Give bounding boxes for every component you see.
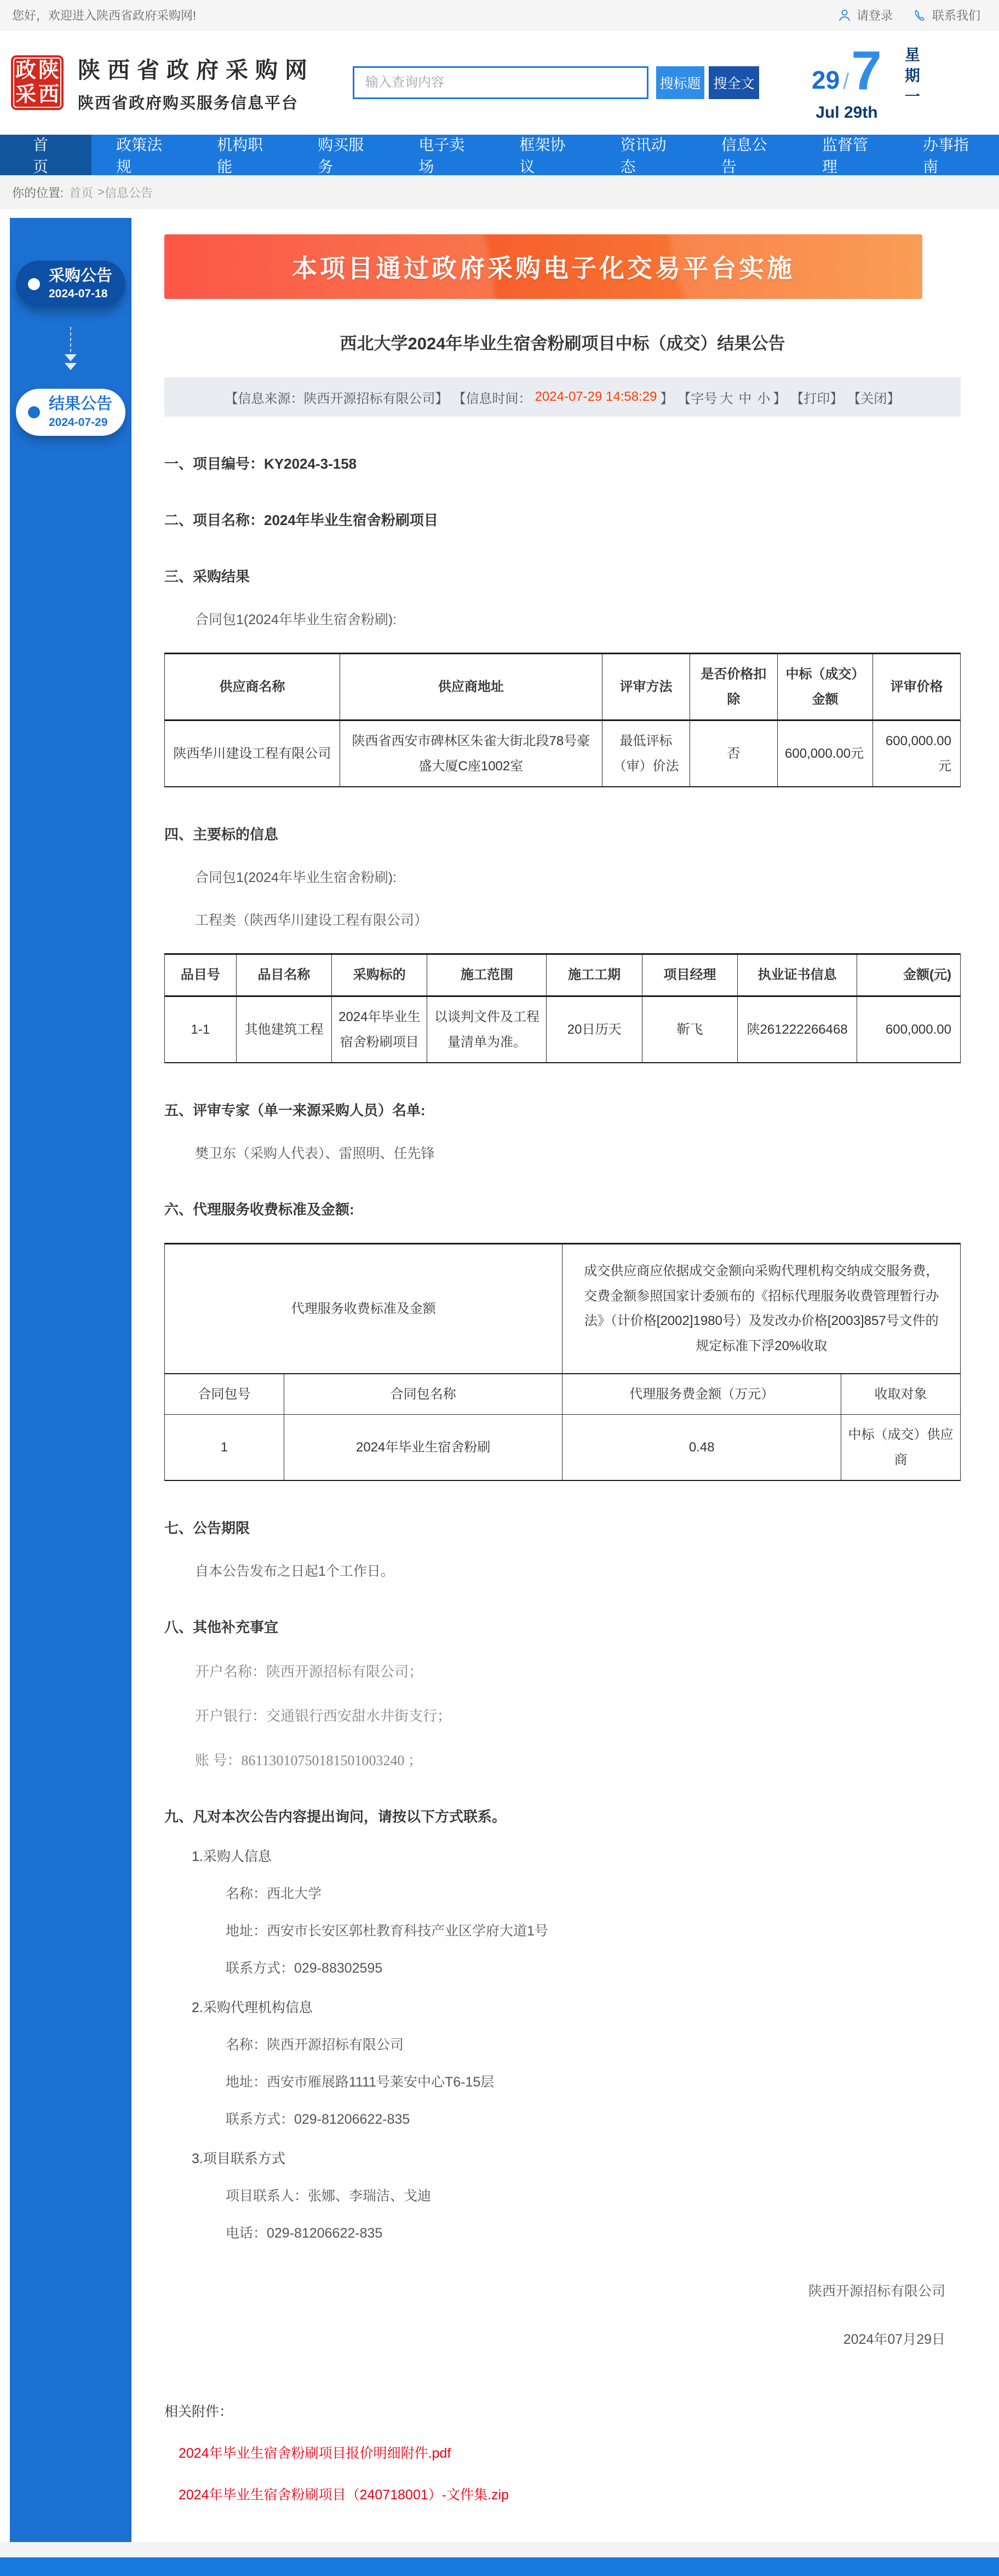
section-procurement-result: 三、采购结果 xyxy=(164,568,250,585)
attachment-pdf-link[interactable]: 2024年毕业生宿舍粉刷项目报价明细附件.pdf xyxy=(179,2446,451,2462)
nav-item-framework[interactable]: 框架协议 xyxy=(519,136,566,175)
timeline-dot xyxy=(28,406,40,418)
purchaser-name: 名称：西北大学 xyxy=(226,1886,322,1902)
section-experts: 五、评审专家（单一来源采购人员）名单: xyxy=(164,1102,426,1119)
agency-address: 地址：西安市雁展路1111号莱安中心T6-15层 xyxy=(226,2074,495,2090)
timeline-dot xyxy=(28,278,40,290)
contract-package-intro: 合同包1(2024年毕业生宿舍粉刷): xyxy=(195,612,397,627)
footer-gray-strip xyxy=(0,2542,999,2557)
project-contact-head: 3.项目联系方式 xyxy=(192,2151,285,2167)
breadcrumb-home-link[interactable]: 首页 xyxy=(69,186,94,200)
print-button[interactable]: 【打印】 xyxy=(790,391,843,406)
purchaser-phone: 联系方式：029-88302595 xyxy=(226,1961,383,1976)
table-header-row: 合同包号 合同包名称 代理服务费金额（万元） 收取对象 xyxy=(165,1374,961,1415)
login-link[interactable]: 请登录 xyxy=(838,7,893,24)
search-fulltext-button[interactable]: 搜全文 xyxy=(709,66,759,99)
attachment-zip-link[interactable]: 2024年毕业生宿舍粉刷项目（240718001）-文件集.zip xyxy=(179,2487,509,2503)
breadcrumb-current: 信息公告 xyxy=(105,186,153,200)
nav-item-home[interactable]: 首页 xyxy=(0,135,91,175)
purchaser-info-head: 1.采购人信息 xyxy=(192,1849,272,1865)
bank-account-name: 开户名称：陕西开源招标有限公司； xyxy=(195,1664,423,1680)
site-title: 陕西省政府采购网 xyxy=(78,57,314,83)
phone-icon xyxy=(914,9,927,22)
sidebar-item-procurement-notice[interactable]: 采购公告 2024-07-18 xyxy=(16,261,125,307)
table-row: 1 2024年毕业生宿舍粉刷 0.48 中标（成交）供应商 xyxy=(165,1415,961,1481)
section-project-number: 一、项目编号：KY2024-3-158 xyxy=(164,456,357,472)
breadcrumb: 你的位置: 首页 > 信息公告 xyxy=(0,175,999,209)
nav-item-e-market[interactable]: 电子卖场 xyxy=(418,136,465,175)
subject-info-table xyxy=(164,953,961,1063)
section-notice-period: 七、公告期限 xyxy=(164,1520,250,1537)
article-meta-bar: 【信息来源：陕西开源招标有限公司】 【信息时间： 2024-07-29 14:58:29 】 【字号 大 中 小 】 【打印】 【关闭】 xyxy=(164,377,961,417)
search-input[interactable] xyxy=(353,66,648,99)
font-size-medium-button[interactable]: 中 xyxy=(738,391,752,406)
date-day: 29 xyxy=(812,66,840,94)
works-category-line: 工程类（陕西华川建设工程有限公司） xyxy=(195,913,428,929)
nav-item-announcements[interactable]: 信息公告 xyxy=(721,136,767,175)
page-title: 西北大学2024年毕业生宿舍粉刷项目中标（成交）结果公告 xyxy=(340,334,785,353)
procurement-result-table xyxy=(164,653,961,787)
table-header-row: 供应商名称 供应商地址 评审方法 是否价格扣除 中标（成交）金额 评审价格 xyxy=(165,654,961,721)
welcome-text: 您好，欢迎进入陕西省政府采购网! xyxy=(12,9,197,22)
bank-name: 开户银行：交通银行西安甜水井街支行； xyxy=(195,1708,452,1725)
table-row: 代理服务收费标准及金额 成交供应商应依据成交金额向采购代理机构交纳成交服务费，交费金额参照国家计委颁布的《招标代理服务收费管理暂行办法》（计价格[2002]1980号）及发改办价格[2003]857号文件的规定标准下浮20%收取 xyxy=(165,1244,961,1374)
nav-item-policy[interactable]: 政策法规 xyxy=(116,136,163,175)
bank-account-number: 账 号：86113010750181501003240 ； xyxy=(195,1753,423,1769)
signature-org: 陕西开源招标有限公司 xyxy=(808,2284,945,2300)
date-widget: 29 / 7 Jul 29th 星期一 xyxy=(812,43,966,122)
project-contact-names: 项目联系人：张娜、李瑞洁、戈迪 xyxy=(226,2188,432,2204)
user-icon xyxy=(838,9,851,22)
nav-item-guide[interactable]: 办事指南 xyxy=(922,136,969,175)
main-nav xyxy=(0,135,999,175)
table-header-row: 品目号 品目名称 采购标的 施工范围 施工工期 项目经理 执业证书信息 金额(元) xyxy=(165,954,961,996)
section-supplementary: 八、其他补充事宜 xyxy=(164,1619,279,1636)
table-row: 1-1 其他建筑工程 2024年毕业生宿舍粉刷项目 以谈判文件及工程量清单为准。 20日历天 靳飞 陕261222266468 600,000.00 xyxy=(165,996,961,1063)
info-source: 【信息来源：陕西开源招标有限公司】 xyxy=(225,391,449,406)
nav-item-functions[interactable]: 机构职能 xyxy=(217,136,263,175)
date-english: Jul 29th xyxy=(816,103,878,122)
notice-period-text: 自本公告发布之日起1个工作日。 xyxy=(195,1564,394,1580)
agency-name: 名称：陕西开源招标有限公司 xyxy=(226,2037,404,2053)
signature-date: 2024年07月29日 xyxy=(843,2332,945,2348)
search-title-button[interactable]: 搜标题 xyxy=(656,66,704,99)
site-header xyxy=(0,31,999,135)
contract-package-intro: 合同包1(2024年毕业生宿舍粉刷): xyxy=(195,870,397,886)
agency-phone: 联系方式：029-81206622-835 xyxy=(226,2112,410,2128)
info-time: 2024-07-29 14:58:29 xyxy=(535,389,657,404)
timeline-arrow-icon xyxy=(64,327,77,370)
attachments-title: 相关附件： xyxy=(164,2404,233,2420)
contact-link[interactable]: 联系我们 xyxy=(914,7,980,24)
weekday-label: 星期一 xyxy=(903,47,920,109)
signature-block xyxy=(164,2280,961,2348)
e-platform-banner: 本项目通过政府采购电子化交易平台实施 xyxy=(164,234,922,299)
nav-item-purchase-service[interactable]: 购买服务 xyxy=(318,136,364,175)
top-bar xyxy=(0,0,999,31)
table-row: 陕西华川建设工程有限公司 陕西省西安市碑林区朱雀大街北段78号豪盛大厦C座1002室 最低评标（审）价法 否 600,000.00元 600,000.00元 xyxy=(165,721,961,787)
section-agency-fee: 六、代理服务收费标准及金额: xyxy=(164,1201,354,1218)
experts-list: 樊卫东（采购人代表）、雷照明、任先锋 xyxy=(195,1146,435,1162)
font-size-small-button[interactable]: 小 xyxy=(757,391,771,406)
section-contacts: 九、凡对本次公告内容提出询问，请按以下方式联系。 xyxy=(164,1808,507,1825)
font-size-large-button[interactable]: 大 xyxy=(720,391,733,406)
project-contact-phone: 电话：029-81206622-835 xyxy=(226,2226,383,2241)
footer-blue-strip xyxy=(0,2557,999,2576)
close-button[interactable]: 【关闭】 xyxy=(847,391,900,406)
date-month: 7 xyxy=(851,40,882,101)
site-logo: 政 陕 采 西 xyxy=(11,55,64,110)
agency-fee-table xyxy=(164,1243,961,1481)
timeline-sidebar xyxy=(10,218,131,2542)
article-content xyxy=(131,218,999,2542)
agency-info-head: 2.采购代理机构信息 xyxy=(192,2000,313,2016)
section-project-name: 二、项目名称：2024年毕业生宿舍粉刷项目 xyxy=(164,512,438,528)
site-subtitle: 陕西省政府购买服务信息平台 xyxy=(78,95,299,112)
nav-item-news[interactable]: 资讯动态 xyxy=(620,136,667,175)
purchaser-address: 地址：西安市长安区郭杜教育科技产业区学府大道1号 xyxy=(226,1923,548,1939)
nav-item-supervision[interactable]: 监督管理 xyxy=(822,136,868,175)
section-subject-info: 四、主要标的信息 xyxy=(164,826,279,843)
attachments-block xyxy=(164,2401,961,2504)
sidebar-item-result-notice[interactable]: 结果公告 2024-07-29 xyxy=(16,389,125,435)
